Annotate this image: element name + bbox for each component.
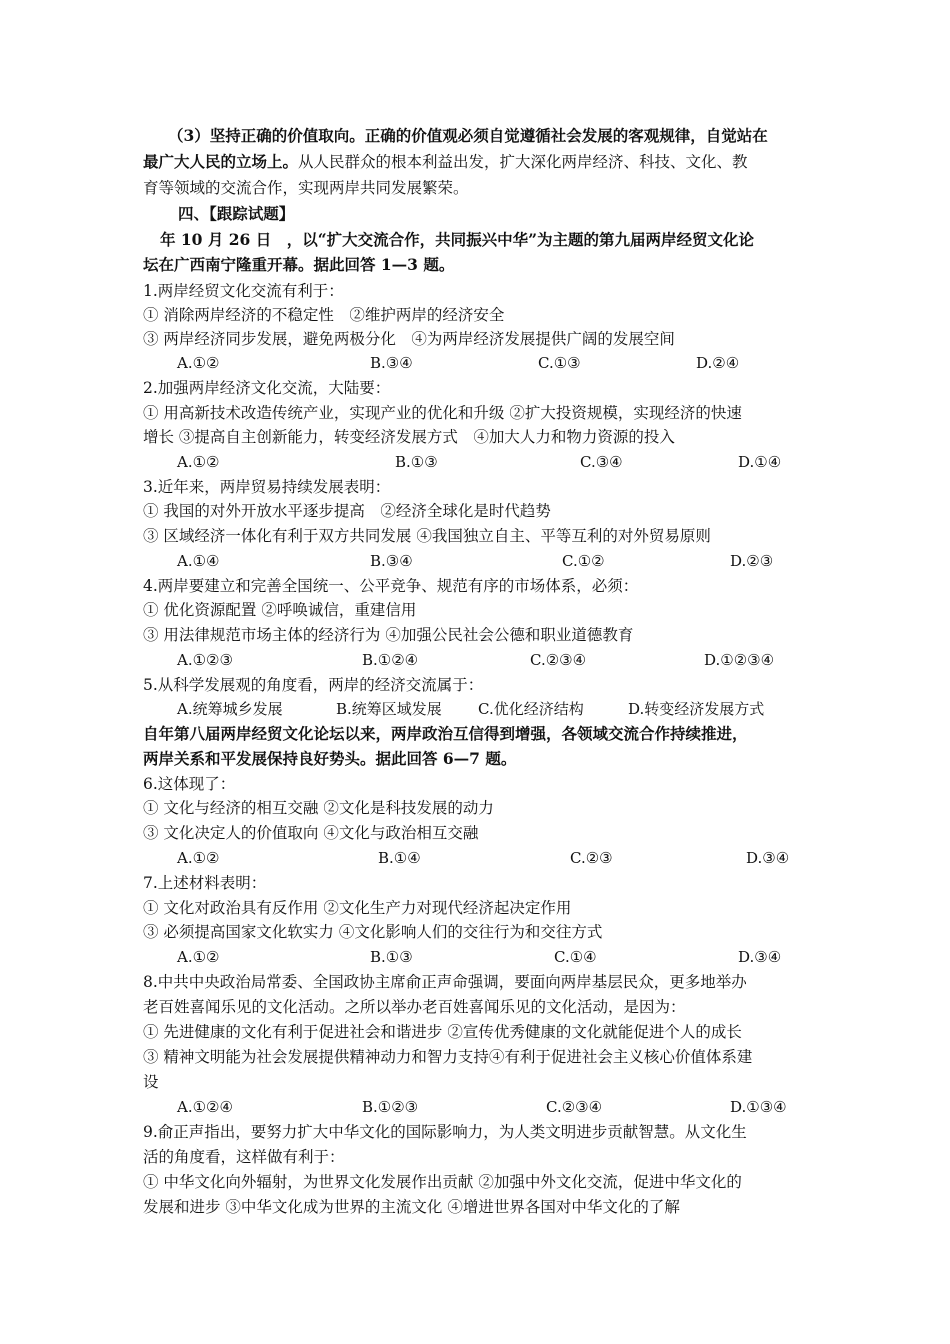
question-3-option-b: B.③④ bbox=[370, 552, 413, 570]
question-8-item-1: ① 先进健康的文化有利于促进社会和谐进步 ②宣传优秀健康的文化就能促进个人的成长 bbox=[143, 1023, 742, 1041]
question-5-option-b: B.统筹区域发展 bbox=[336, 700, 442, 718]
question-2-stem: 2.加强两岸经济文化交流，大陆要： bbox=[143, 379, 391, 397]
question-1-item-2: ③ 两岸经济同步发展，避免两极分化 ④为两岸经济发展提供广阔的发展空间 bbox=[143, 330, 675, 348]
question-8-stem-1: 8.中共中央政治局常委、全国政协主席俞正声命强调，要面向两岸基层民众，更多地举办 bbox=[143, 973, 747, 991]
intro-line-2-rest: 从人民群众的根本利益出发，扩大深化两岸经济、科技、文化、教 bbox=[298, 153, 748, 171]
question-7-stem: 7.上述材料表明： bbox=[143, 874, 267, 892]
question-7-item-1: ① 文化对政治具有反作用 ②文化生产力对现代经济起决定作用 bbox=[143, 899, 572, 917]
intro-line-1: （3）坚持正确的价值取向。正确的价值观必须自觉遵循社会发展的客观规律，自觉站在 bbox=[168, 126, 768, 145]
question-4-item-2: ③ 用法律规范市场主体的经济行为 ④加强公民社会公德和职业道德教育 bbox=[143, 626, 634, 644]
question-3-item-1: ① 我国的对外开放水平逐步提高 ②经济全球化是时代趋势 bbox=[143, 502, 551, 520]
question-2-item-1: ① 用高新技术改造传统产业，实现产业的优化和升级 ②扩大投资规模，实现经济的快速 bbox=[143, 404, 742, 422]
question-2-item-2: 增长 ③提高自主创新能力，转变经济发展方式 ④加大人力和物力资源的投入 bbox=[143, 428, 675, 446]
question-1-option-d: D.②④ bbox=[696, 354, 740, 372]
question-5-stem: 5.从科学发展观的角度看，两岸的经济交流属于： bbox=[143, 676, 484, 694]
question-4-stem: 4.两岸要建立和完善全国统一、公平竞争、规范有序的市场体系，必须： bbox=[143, 577, 639, 595]
question-5-option-d: D.转变经济发展方式 bbox=[628, 700, 765, 718]
question-7-option-c: C.①④ bbox=[554, 948, 597, 966]
question-7-item-2: ③ 必须提高国家文化软实力 ④文化影响人们的交往行为和交往方式 bbox=[143, 923, 603, 941]
intro-line-2-bold: 最广大人民的立场上。 bbox=[143, 152, 299, 171]
question-9-item-1: ① 中华文化向外辐射，为世界文化发展作出贡献 ②加强中外文化交流，促进中华文化的 bbox=[143, 1173, 742, 1191]
question-1-option-c: C.①③ bbox=[538, 354, 581, 372]
question-1-item-1: ① 消除两岸经济的不稳定性 ②维护两岸的经济安全 bbox=[143, 306, 505, 324]
question-7-option-b: B.①③ bbox=[370, 948, 413, 966]
question-6-stem: 6.这体现了： bbox=[143, 775, 236, 793]
question-3-option-d: D.②③ bbox=[730, 552, 774, 570]
question-8-item-3: 设 bbox=[143, 1073, 159, 1091]
question-8-stem-2: 老百姓喜闻乐见的文化活动。之所以举办老百姓喜闻乐见的文化活动，是因为： bbox=[143, 998, 686, 1016]
material-2-line-1: 自年第八届两岸经贸文化论坛以来，两岸政治互信得到增强，各领域交流合作持续推进， bbox=[143, 724, 748, 743]
question-3-option-c: C.①② bbox=[562, 552, 605, 570]
intro-line-3: 育等领域的交流合作，实现两岸共同发展繁荣。 bbox=[143, 179, 469, 197]
question-3-option-a: A.①④ bbox=[177, 552, 220, 570]
question-2-option-d: D.①④ bbox=[738, 453, 782, 471]
question-6-option-d: D.③④ bbox=[746, 849, 790, 867]
question-8-option-c: C.②③④ bbox=[546, 1098, 603, 1116]
question-2-option-a: A.①② bbox=[177, 453, 220, 471]
question-3-item-2: ③ 区域经济一体化有利于双方共同发展 ④我国独立自主、平等互利的对外贸易原则 bbox=[143, 527, 711, 545]
question-8-item-2: ③ 精神文明能为社会发展提供精神动力和智力支持④有利于促进社会主义核心价值体系建 bbox=[143, 1048, 753, 1066]
question-8-option-a: A.①②④ bbox=[177, 1098, 233, 1116]
question-4-option-a: A.①②③ bbox=[177, 651, 233, 669]
question-2-option-c: C.③④ bbox=[580, 453, 623, 471]
question-7-option-a: A.①② bbox=[177, 948, 220, 966]
question-5-option-c: C.优化经济结构 bbox=[478, 700, 584, 718]
question-3-stem: 3.近年来，两岸贸易持续发展表明： bbox=[143, 478, 391, 496]
question-1-option-a: A.①② bbox=[177, 354, 220, 372]
question-6-option-c: C.②③ bbox=[570, 849, 613, 867]
material-1-line-1: 年 10 月 26 日 ，以“扩大交流合作，共同振兴中华”为主题的第九届两岸经贸文化论 bbox=[160, 230, 755, 249]
question-5-option-a: A.统筹城乡发展 bbox=[177, 700, 283, 718]
question-4-option-b: B.①②④ bbox=[362, 651, 419, 669]
question-8-option-b: B.①②③ bbox=[362, 1098, 419, 1116]
question-6-item-2: ③ 文化决定人的价值取向 ④文化与政治相互交融 bbox=[143, 824, 479, 842]
material-1-line-2: 坛在广西南宁隆重开幕。据此回答 1—3 题。 bbox=[143, 255, 455, 274]
question-2-option-b: B.①③ bbox=[395, 453, 438, 471]
question-1-stem: 1.两岸经贸文化交流有利于： bbox=[143, 282, 344, 300]
question-7-option-d: D.③④ bbox=[738, 948, 782, 966]
question-9-stem-2: 活的角度看，这样做有利于： bbox=[143, 1148, 345, 1166]
section-heading: 四、【跟踪试题】 bbox=[178, 204, 295, 223]
question-4-option-c: C.②③④ bbox=[530, 651, 587, 669]
question-4-item-1: ① 优化资源配置 ②呼唤诚信，重建信用 bbox=[143, 601, 417, 619]
question-6-option-b: B.①④ bbox=[378, 849, 421, 867]
question-6-option-a: A.①② bbox=[177, 849, 220, 867]
question-9-item-2: 发展和进步 ③中华文化成为世界的主流文化 ④增进世界各国对中华文化的了解 bbox=[143, 1198, 680, 1216]
intro-line-2 bbox=[143, 152, 748, 172]
question-4-option-d: D.①②③④ bbox=[704, 651, 775, 669]
question-1-option-b: B.③④ bbox=[370, 354, 413, 372]
question-8-option-d: D.①③④ bbox=[730, 1098, 787, 1116]
question-9-stem-1: 9.俞正声指出，要努力扩大中华文化的国际影响力，为人类文明进步贡献智慧。从文化生 bbox=[143, 1123, 747, 1141]
question-6-item-1: ① 文化与经济的相互交融 ②文化是科技发展的动力 bbox=[143, 799, 494, 817]
material-2-line-2: 两岸关系和平发展保持良好势头。据此回答 6—7 题。 bbox=[143, 749, 517, 768]
